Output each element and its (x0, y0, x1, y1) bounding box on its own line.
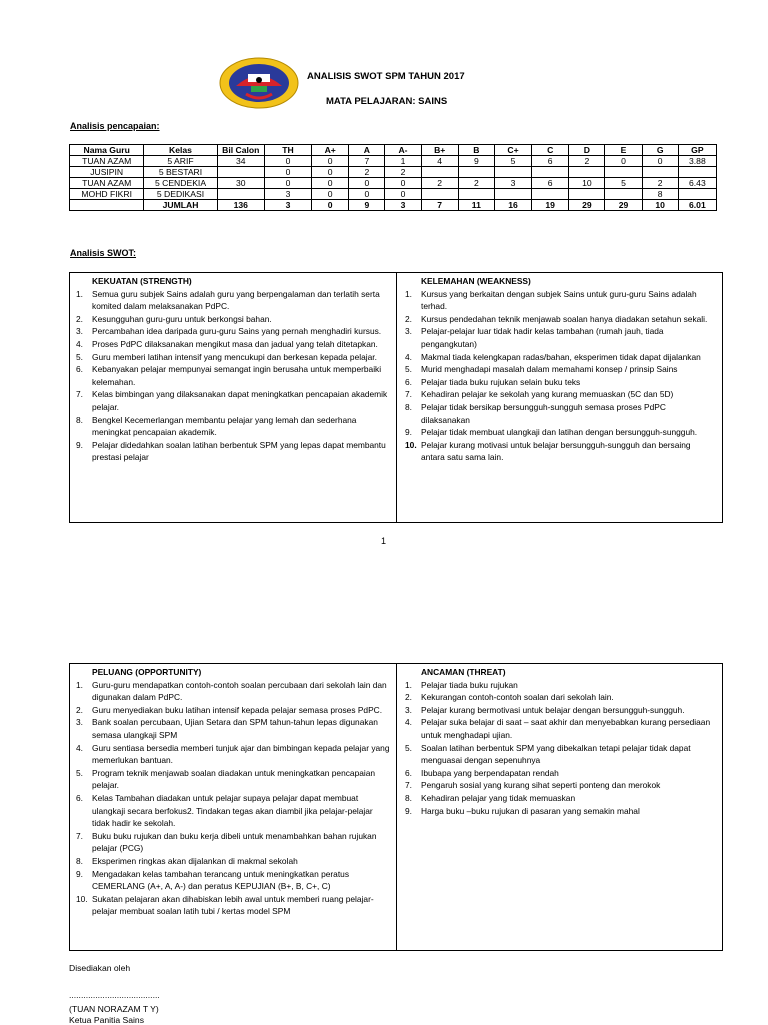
table-cell: 11 (458, 200, 494, 211)
list-item-text: Guru-guru mendapatkan contoh-contoh soalan percubaan dari sekolah lain dan digunakan dalam PdPC. (92, 679, 387, 703)
table-cell: 7 (421, 200, 458, 211)
list-item-text: Eksperimen ringkas akan dijalankan di makmal sekolah (92, 855, 298, 866)
list-item-number: 7. (405, 780, 412, 791)
list-item-number: 10. (76, 893, 88, 904)
list-item-text: Guru menyediakan buku latihan intensif kepada pelajar semasa proses PdPC. (92, 704, 383, 715)
table-cell: 0 (605, 156, 642, 167)
table-cell (494, 167, 531, 178)
table-cell: 0 (264, 178, 311, 189)
list-item-text: Kelas bimbingan yang dilaksanakan dapat meningkatkan pencapaian akademik pelajar. (92, 389, 388, 412)
list-item-number: 10. (405, 439, 417, 450)
table-cell (569, 189, 605, 200)
list-item-text: Pelajar tidak bersikap bersungguh-sungguh semasa proses PdPC dilaksanakan (421, 401, 666, 425)
list-item-text: Pelajar suka belajar di saat – saat akhir dan menyebabkan kurang persediaan untuk menghadapi ujian. (421, 717, 711, 740)
swot-box-opportunity-threat (69, 663, 723, 951)
table-cell (642, 167, 678, 178)
list-item-number: 4. (76, 742, 83, 753)
table-cell (532, 189, 569, 200)
table-cell: 0 (312, 156, 349, 167)
list-item (72, 893, 390, 918)
list-item-text: Sukatan pelajaran akan dihabiskan lebih awal untuk memberi ruang pelajar-pelajar membuat soalan latih tubi / kertas model SPM (92, 893, 374, 917)
list-item (72, 742, 390, 767)
list-item (72, 679, 390, 704)
list-item (72, 855, 390, 868)
list-item (401, 767, 716, 780)
list-item-number: 3. (76, 717, 83, 728)
list-item (401, 691, 716, 704)
table-cell: 4 (421, 156, 458, 167)
list-item-number: 8. (76, 855, 83, 866)
table-cell: B+ (421, 145, 458, 156)
table-cell: A+ (312, 145, 349, 156)
table-row (70, 178, 717, 189)
opportunity-list (72, 679, 390, 918)
list-item-number: 7. (405, 389, 412, 400)
table-cell: 5 BESTARI (144, 167, 217, 178)
table-total-row (70, 200, 717, 211)
table-cell (605, 189, 642, 200)
table-cell: 10 (569, 178, 605, 189)
list-item-number: 2. (76, 313, 83, 324)
list-item-number: 4. (405, 717, 412, 728)
list-item (401, 363, 716, 376)
list-item-text: Pelajar didedahkan soalan latihan berbentuk SPM yang lepas dapat membantu prestasi pelajar (92, 439, 386, 463)
list-item-number: 5. (405, 364, 412, 375)
table-cell: 3.88 (678, 156, 716, 167)
table-cell: G (642, 145, 678, 156)
threat-list (401, 679, 716, 818)
list-item-text: Program teknik menjawab soalan diadakan untuk meningkatkan pencapaian pelajar. (92, 767, 376, 791)
table-cell: 2 (642, 178, 678, 189)
table-cell: 10 (642, 200, 678, 211)
table-cell: 5 CENDEKIA (144, 178, 217, 189)
list-item-number: 7. (76, 389, 83, 400)
list-item-number: 8. (405, 401, 412, 412)
list-item-text: Pelajar tiada buku rujukan (421, 679, 518, 690)
table-cell: 7 (349, 156, 385, 167)
table-cell: 2 (421, 178, 458, 189)
table-cell: 0 (312, 200, 349, 211)
table-cell: 2 (458, 178, 494, 189)
list-item (401, 742, 716, 767)
list-item-text: Kekurangan contoh-contoh soalan dari sekolah lain. (421, 692, 614, 703)
list-item (401, 439, 716, 464)
table-cell: 3 (264, 189, 311, 200)
table-cell: 0 (642, 156, 678, 167)
list-item-text: Pelajar kurang bermotivasi untuk belajar dengan bersungguh-sungguh. (421, 704, 685, 715)
table-cell: D (569, 145, 605, 156)
list-item-number: 5. (76, 767, 83, 778)
table-cell: 1 (385, 156, 421, 167)
table-cell: C (532, 145, 569, 156)
list-item (72, 414, 390, 439)
table-cell (678, 189, 716, 200)
list-item (72, 351, 390, 364)
table-cell (70, 200, 144, 211)
list-item (401, 313, 716, 326)
table-cell: 2 (349, 167, 385, 178)
table-cell: 6 (532, 156, 569, 167)
list-item-number: 9. (76, 868, 83, 879)
list-item-text: Guru memberi latihan intensif yang mencukupi dan berkesan kepada pelajar. (92, 351, 377, 362)
prepared-by-label: Disediakan oleh (69, 963, 131, 973)
table-cell: Nama Guru (70, 145, 144, 156)
table-cell: 5 DEDIKASI (144, 189, 217, 200)
list-item (401, 716, 716, 741)
table-cell: 30 (217, 178, 264, 189)
table-cell (217, 189, 264, 200)
strength-column (70, 273, 396, 522)
table-cell: 29 (569, 200, 605, 211)
list-item (72, 325, 390, 338)
list-item (401, 805, 716, 818)
list-item (72, 792, 390, 830)
table-cell (421, 167, 458, 178)
table-cell: TUAN AZAM (70, 156, 144, 167)
list-item-text: Makmal tiada kelengkapan radas/bahan, eksperimen tidak dapat dijalankan (421, 351, 701, 362)
school-crest-logo (218, 56, 300, 110)
list-item-number: 2. (405, 313, 412, 324)
table-cell: 2 (569, 156, 605, 167)
table-cell (494, 189, 531, 200)
opportunity-column (70, 664, 396, 950)
table-cell: 3 (494, 178, 531, 189)
list-item (72, 716, 390, 741)
table-cell: 3 (264, 200, 311, 211)
table-cell: MOHD FIKRI (70, 189, 144, 200)
table-cell: A (349, 145, 385, 156)
list-item-text: Kesungguhan guru-guru untuk berkongsi bahan. (92, 313, 272, 324)
list-item-number: 4. (405, 351, 412, 362)
list-item (72, 338, 390, 351)
weakness-column (396, 273, 722, 522)
table-cell: 6 (532, 178, 569, 189)
table-cell: TUAN AZAM (70, 178, 144, 189)
table-cell: 5 (605, 178, 642, 189)
table-row (70, 167, 717, 178)
list-item-text: Pelajar tidak membuat ulangkaji dan latihan dengan bersungguh-sungguh. (421, 427, 698, 438)
list-item-text: Guru sentiasa bersedia memberi tunjuk ajar dan bimbingan kepada pelajar yang memerlukan bantuan. (92, 742, 390, 766)
list-item-number: 3. (405, 326, 412, 337)
list-item-text: Pelajar-pelajar luar tidak hadir kelas tambahan (rumah jauh, tiada pengangkutan) (421, 326, 664, 349)
list-item-number: 8. (405, 792, 412, 803)
list-item-text: Kehadiran pelajar ke sekolah yang kurang memuaskan (5C dan 5D) (421, 389, 674, 400)
list-item-text: Percambahan idea daripada guru-guru Sains yang pernah menghadiri kursus. (92, 326, 382, 337)
list-item (72, 363, 390, 388)
table-cell: 0 (264, 156, 311, 167)
list-item-number: 1. (76, 679, 83, 690)
table-cell: B (458, 145, 494, 156)
table-cell: 6.01 (678, 200, 716, 211)
table-cell: 0 (385, 178, 421, 189)
table-cell: 0 (349, 178, 385, 189)
list-item-number: 5. (405, 742, 412, 753)
table-cell: 8 (642, 189, 678, 200)
strength-list (72, 288, 390, 464)
table-cell (569, 167, 605, 178)
list-item-number: 2. (405, 692, 412, 703)
list-item-number: 6. (76, 792, 83, 803)
table-cell: 9 (458, 156, 494, 167)
list-item (72, 288, 390, 313)
list-item (72, 313, 390, 326)
table-cell: 6.43 (678, 178, 716, 189)
threat-title: ANCAMAN (THREAT) (421, 667, 506, 677)
list-item-number: 3. (76, 326, 83, 337)
list-item-number: 9. (405, 427, 412, 438)
list-item-text: Mengadakan kelas tambahan terancang untuk meningkatkan peratus CEMERLANG (A+, A, A-) dan peratus KEPUJIAN (B+, B, C+, C) (92, 868, 350, 892)
weakness-list (401, 288, 716, 464)
list-item-number: 6. (405, 767, 412, 778)
list-item-number: 9. (76, 439, 83, 450)
list-item (401, 779, 716, 792)
table-cell: 0 (349, 189, 385, 200)
table-cell (532, 167, 569, 178)
list-item-text: Semua guru subjek Sains adalah guru yang berpengalaman dan terlatih serta komited dalam melaksanakan PdPC. (92, 288, 380, 312)
table-cell: A- (385, 145, 421, 156)
table-header-row (70, 145, 717, 156)
list-item-text: Pengaruh sosial yang kurang sihat seperti ponteng dan merokok (421, 780, 661, 791)
list-item-text: Kursus pendedahan teknik menjawab soalan hanya diadakan setahun sekali. (421, 313, 708, 324)
table-cell (458, 189, 494, 200)
list-item-text: Buku buku rujukan dan buku kerja dibeli untuk menambahkan bahan rujukan pelajar (PCG) (92, 830, 377, 854)
table-cell: 2 (385, 167, 421, 178)
list-item-text: Pelajar tiada buku rujukan selain buku teks (421, 376, 581, 387)
table-cell: JUMLAH (144, 200, 217, 211)
table-row (70, 156, 717, 167)
table-cell: E (605, 145, 642, 156)
weakness-title: KELEMAHAN (WEAKNESS) (421, 276, 531, 286)
list-item-number: 9. (405, 805, 412, 816)
list-item (401, 388, 716, 401)
threat-column (396, 664, 722, 950)
table-cell: Kelas (144, 145, 217, 156)
table-cell (458, 167, 494, 178)
signature-line: ...................................... (69, 990, 160, 1000)
table-cell: 0 (385, 189, 421, 200)
list-item-text: Kursus yang berkaitan dengan subjek Sains untuk guru-guru Sains adalah terhad. (421, 288, 697, 312)
subject-title: MATA PELAJARAN: SAINS (326, 96, 448, 107)
results-table (69, 144, 717, 211)
list-item-text: Bengkel Kecemerlangan membantu pelajar yang lemah dan sederhana meningkat pencapaian akademik. (92, 414, 357, 438)
list-item-number: 6. (76, 364, 83, 375)
table-cell: C+ (494, 145, 531, 156)
list-item-text: Bank soalan percubaan, Ujian Setara dan SPM tahun-tahun lepas digunakan semasa ulangkaji SPM (92, 717, 378, 740)
table-cell: 29 (605, 200, 642, 211)
list-item (401, 679, 716, 692)
list-item (401, 351, 716, 364)
strength-title: KEKUATAN (STRENGTH) (92, 276, 192, 286)
table-cell: GP (678, 145, 716, 156)
table-cell: 5 ARIF (144, 156, 217, 167)
list-item (72, 830, 390, 855)
list-item (72, 388, 390, 413)
list-item (401, 426, 716, 439)
list-item (401, 325, 716, 350)
list-item-text: Proses PdPC dilaksanakan mengikut masa dan jadual yang telah ditetapkan. (92, 338, 378, 349)
list-item-text: Kebanyakan pelajar mempunyai semangat ingin berusaha untuk memperbaiki kelemahan. (92, 364, 382, 387)
table-cell: 0 (264, 167, 311, 178)
list-item (401, 288, 716, 313)
table-cell: TH (264, 145, 311, 156)
list-item (72, 767, 390, 792)
list-item-number: 1. (405, 679, 412, 690)
table-cell: 3 (385, 200, 421, 211)
table-cell (678, 167, 716, 178)
list-item-text: Kehadiran pelajar yang tidak memuaskan (421, 792, 576, 803)
table-cell: 16 (494, 200, 531, 211)
list-item-number: 1. (405, 288, 412, 299)
list-item-number: 1. (76, 288, 83, 299)
table-cell: 136 (217, 200, 264, 211)
list-item (401, 401, 716, 426)
table-cell (605, 167, 642, 178)
table-row (70, 189, 717, 200)
list-item-number: 4. (76, 338, 83, 349)
table-cell: 5 (494, 156, 531, 167)
table-cell: 34 (217, 156, 264, 167)
table-cell: 9 (349, 200, 385, 211)
preparer-position: Ketua Panitia Sains (69, 1015, 145, 1025)
table-cell: 0 (312, 189, 349, 200)
list-item (72, 439, 390, 464)
swot-box-strength-weakness (69, 272, 723, 523)
list-item-text: Harga buku –buku rujukan di pasaran yang semakin mahal (421, 805, 640, 816)
page-number: 1 (381, 536, 387, 546)
list-item-number: 6. (405, 376, 412, 387)
table-cell: JUSIPIN (70, 167, 144, 178)
table-cell (217, 167, 264, 178)
table-cell: 0 (312, 167, 349, 178)
list-item (401, 704, 716, 717)
list-item-number: 7. (76, 830, 83, 841)
list-item-text: Ibubapa yang berpendapatan rendah (421, 767, 559, 778)
list-item (72, 868, 390, 893)
list-item-text: Murid menghadapi masalah dalam memahami konsep / prinsip Sains (421, 364, 678, 375)
swot-label: Analisis SWOT: (70, 248, 137, 258)
list-item-text: Kelas Tambahan diadakan untuk pelajar supaya pelajar dapat membuat ulangkaji secara berfokus2. Tindakan tegas akan diambil jika pelajar-pelajar tidak hadir ke sekolah. (92, 792, 373, 829)
list-item-number: 3. (405, 704, 412, 715)
table-cell: Bil Calon (217, 145, 264, 156)
list-item-text: Soalan latihan berbentuk SPM yang dibekalkan tetapi pelajar tidak dapat menguasai dengan sepenuhnya (421, 742, 691, 766)
list-item (72, 704, 390, 717)
document-title: ANALISIS SWOT SPM TAHUN 2017 (307, 71, 465, 82)
achievement-label: Analisis pencapaian: (70, 121, 160, 131)
list-item-number: 5. (76, 351, 83, 362)
list-item (401, 376, 716, 389)
table-cell (421, 189, 458, 200)
list-item-number: 8. (76, 414, 83, 425)
list-item (401, 792, 716, 805)
preparer-name: (TUAN NORAZAM T Y) (69, 1004, 159, 1014)
list-item-text: Pelajar kurang motivasi untuk belajar bersungguh-sungguh dan bersaing antara satu sama lain. (421, 439, 691, 463)
list-item-number: 2. (76, 704, 83, 715)
table-cell: 19 (532, 200, 569, 211)
opportunity-title: PELUANG (OPPORTUNITY) (92, 667, 202, 677)
table-cell: 0 (312, 178, 349, 189)
